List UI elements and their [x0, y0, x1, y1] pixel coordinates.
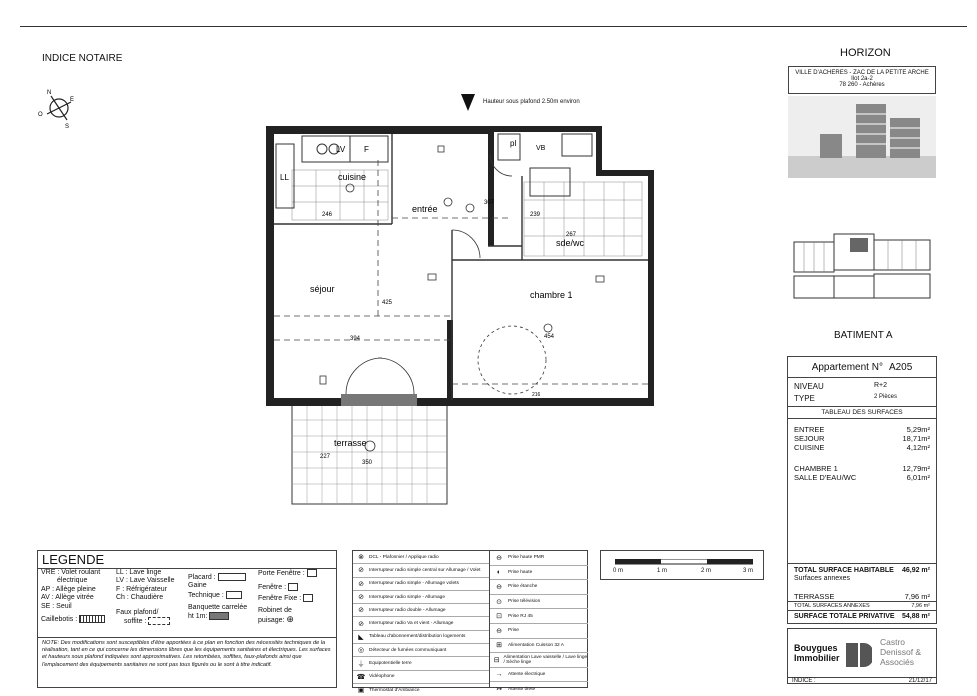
total-privative-row: SURFACE TOTALE PRIVATIVE 54,88 m²	[788, 610, 936, 621]
wire-icon: ↣	[496, 686, 502, 694]
legend-col4: Porte Fenêtre : Fenêtre : Fenêtre Fixe : Robinet de puisage: ⊕	[258, 569, 323, 626]
dim-246: 246	[322, 212, 333, 218]
scale-label-1: 1 m	[657, 568, 668, 574]
room-entree: entrée	[412, 204, 438, 214]
apartment-title	[788, 357, 936, 378]
ground-icon: ⏚	[357, 660, 365, 668]
indice-notaire-label: INDICE NOTAIRE	[42, 53, 123, 64]
terrasse-label: TERRASSE	[794, 592, 835, 601]
appliance-icon: ⊟	[493, 656, 500, 664]
surface-row: ENTREE 5,29m²	[794, 425, 930, 434]
key-plan	[790, 226, 936, 302]
label-ll: LL	[280, 173, 289, 182]
project-address-box	[788, 66, 936, 94]
triangle-marker-icon	[460, 93, 476, 113]
building-photo	[788, 96, 936, 178]
fenetre-symbol	[288, 583, 298, 591]
panel-icon: ◣	[358, 633, 364, 641]
switch-icon: ⊘	[358, 620, 364, 628]
type-value: 2 Pièces	[874, 394, 898, 400]
dim-227: 227	[320, 454, 331, 460]
compass-e: E	[70, 97, 75, 103]
compass-s: S	[65, 124, 70, 130]
type-row	[788, 391, 936, 406]
label-vb: VB	[536, 145, 546, 152]
legend-note: NOTE: Des modifications sont susceptibles d'être apportées à ce plan en fonction des nécessités techniques de la réalisation, tant en ce qui concerne les dimensions libres que les équipements sanitaires et électriques. Les surfaces et hauteurs sous plafond indiquées sont approximatives. Les retombées, soffites, faux-plafonds ainsi que l'emplacement des équipements sanitaires ne sont pas tous figurés ou le sont à titre indicatif.	[38, 637, 336, 671]
apartment-box	[787, 356, 937, 624]
robinet-icon: ⊕	[286, 614, 294, 625]
caillebotis-symbol	[79, 615, 105, 623]
room-cuisine: cuisine	[338, 172, 367, 182]
scale-label-2: 2 m	[701, 568, 712, 574]
scale-box	[600, 550, 764, 580]
surface-row: CUISINE 4,12m²	[794, 443, 930, 452]
dim-394: 394	[350, 336, 361, 342]
electrical-left-col: ⊗ DCL - Plafonnier / Applique radio ⊘ Interrupteur radio simple central sur Allumage / Volet ⊘ Interrupteur radio simple - Allumage volets ⊘ Interrupteur radio simple - Allumage ⊘ Interrupteur radio double - Allumage ⊘ Interrupteur radio Va et vient - Allumage ◣ Tableau d'abonnement/distribution logements ◎ Détecteur de fumées communiquant ⏚ Equipotentielle terre ☎ Vidéophone ▣ Thermostat d'Ambiance	[353, 551, 490, 687]
outlet-icon: ⊖	[496, 583, 502, 591]
electrical-wait-icon: →	[495, 671, 503, 679]
ceiling-height-note: Hauteur sous plafond 2.50m environ	[483, 99, 580, 105]
dim-216: 216	[532, 392, 541, 398]
type-label: TYPE	[794, 394, 815, 403]
banquette-symbol	[209, 612, 229, 620]
architect-name: Castro Denissof & Associés	[880, 637, 922, 667]
dim-307: 307	[484, 200, 495, 206]
niveau-label: NIVEAU	[794, 382, 824, 391]
legend-title: LEGENDE	[38, 551, 336, 569]
scale-bar	[615, 559, 753, 565]
terrace-area	[292, 404, 447, 504]
dim-454: 454	[544, 334, 555, 340]
niveau-value: R+2	[874, 382, 888, 389]
scale-label-3: 3 m	[743, 568, 754, 574]
address-line3: 78 260 - Achères	[839, 82, 885, 88]
total-annexes-row: TOTAL SURFACES ANNEXES 7,96 m²	[788, 601, 936, 610]
indice-row: INDICE : 21/12/17	[788, 677, 936, 684]
label-pl: pl	[510, 139, 517, 148]
rj45-icon: ⊡	[496, 613, 502, 621]
legend-col1: VRE : Volet roulant électrique AP : Allège pleine AV : Allège vitrée SE : Seuil Caillebotis :	[41, 569, 111, 624]
dim-267: 267	[566, 232, 577, 238]
branding-box	[787, 628, 937, 684]
surface-row: SALLE D'EAU/WC 6,01m²	[794, 473, 930, 482]
terrasse-value: 7,96 m²	[904, 592, 930, 601]
surfaces-table-title: TABLEAU DES SURFACES	[788, 406, 936, 419]
cooking-icon: ⊞	[496, 642, 502, 650]
videophone-icon: ☎	[356, 673, 366, 681]
niveau-row	[788, 378, 936, 391]
total-habitable-row: TOTAL SURFACE HABITABLE 46,92 m² Surfaces annexes TERRASSE 7,96 m²	[788, 563, 936, 601]
dim-350: 350	[362, 460, 373, 466]
surface-row: SEJOUR 18,71m²	[794, 434, 930, 443]
switch-icon: ⊘	[358, 580, 364, 588]
address-line2: Ilot 2a-2	[851, 76, 873, 82]
smoke-detector-icon: ◎	[357, 647, 365, 655]
thermostat-icon: ▣	[357, 687, 365, 695]
placard-symbol	[218, 573, 246, 581]
architect-logo-icon	[846, 643, 872, 667]
room-sejour: séjour	[310, 284, 335, 294]
outlet-icon: ⊖	[496, 554, 502, 562]
address-line1: VILLE D'ACHERES - ZAC DE LA PETITE ARCHE	[795, 70, 929, 76]
dim-425: 425	[382, 300, 393, 306]
room-sdeau: sde/wc	[556, 238, 585, 248]
project-name: HORIZON	[840, 47, 891, 59]
surface-row: CHAMBRE 1 12,79m²	[794, 464, 930, 473]
legend-box	[37, 550, 337, 688]
switch-icon: ⊘	[358, 607, 364, 615]
scale-label-0: 0 m	[613, 568, 624, 574]
legend-col2: LL : Lave linge LV : Lave Vaisselle F : Réfrigérateur Ch : Chaudière Faux plafond/ soffite :	[116, 569, 175, 625]
dcl-icon: ⊗	[358, 554, 364, 562]
fenetre-fixe-symbol	[303, 594, 313, 602]
switch-icon: ⊘	[358, 567, 364, 575]
switch-icon: ⊘	[358, 594, 364, 602]
annexes-label: Surfaces annexes	[794, 575, 851, 582]
floor-plan	[262, 120, 662, 510]
surfaces-list	[788, 419, 936, 482]
room-chambre: chambre 1	[530, 290, 573, 300]
room-terrasse: terrasse	[334, 438, 367, 448]
batiment-label: BATIMENT A	[834, 330, 893, 341]
label-f: F	[364, 145, 369, 154]
company-name: Bouygues Immobilier	[794, 643, 840, 663]
apartment-label: Appartement N°	[811, 362, 883, 373]
faux-plafond-symbol	[148, 617, 170, 625]
compass-o: O	[38, 112, 43, 118]
legend-col3: Placard : Gaine Technique : Banquette carrelée ht 1m:	[188, 573, 248, 621]
top-rule	[20, 26, 967, 27]
outlet-icon: ◐	[496, 568, 502, 576]
electrical-right-col: ⊖ Prise haute PMR ◐ Prise haute ⊖ Prise étanche ⊙ Prise télévision ⊡ Prise RJ 45 ⊖ Prise ⊞ Alimentation Cuisson 32 A ⊟ Alimentation Lave vaisselle / Lave linge / Sèche linge → Attente électrique ↣ Attente tirete	[490, 551, 588, 687]
apartment-number: A205	[888, 362, 913, 373]
gaine-symbol	[226, 591, 242, 599]
outlet-icon: ⊖	[496, 627, 502, 635]
porte-fenetre-symbol	[307, 569, 317, 577]
compass-n: N	[47, 90, 52, 96]
compass-icon	[38, 88, 80, 130]
dim-239: 239	[530, 212, 541, 218]
electrical-legend	[352, 550, 588, 695]
tv-icon: ⊙	[496, 598, 502, 606]
label-lv: LV	[336, 145, 346, 154]
